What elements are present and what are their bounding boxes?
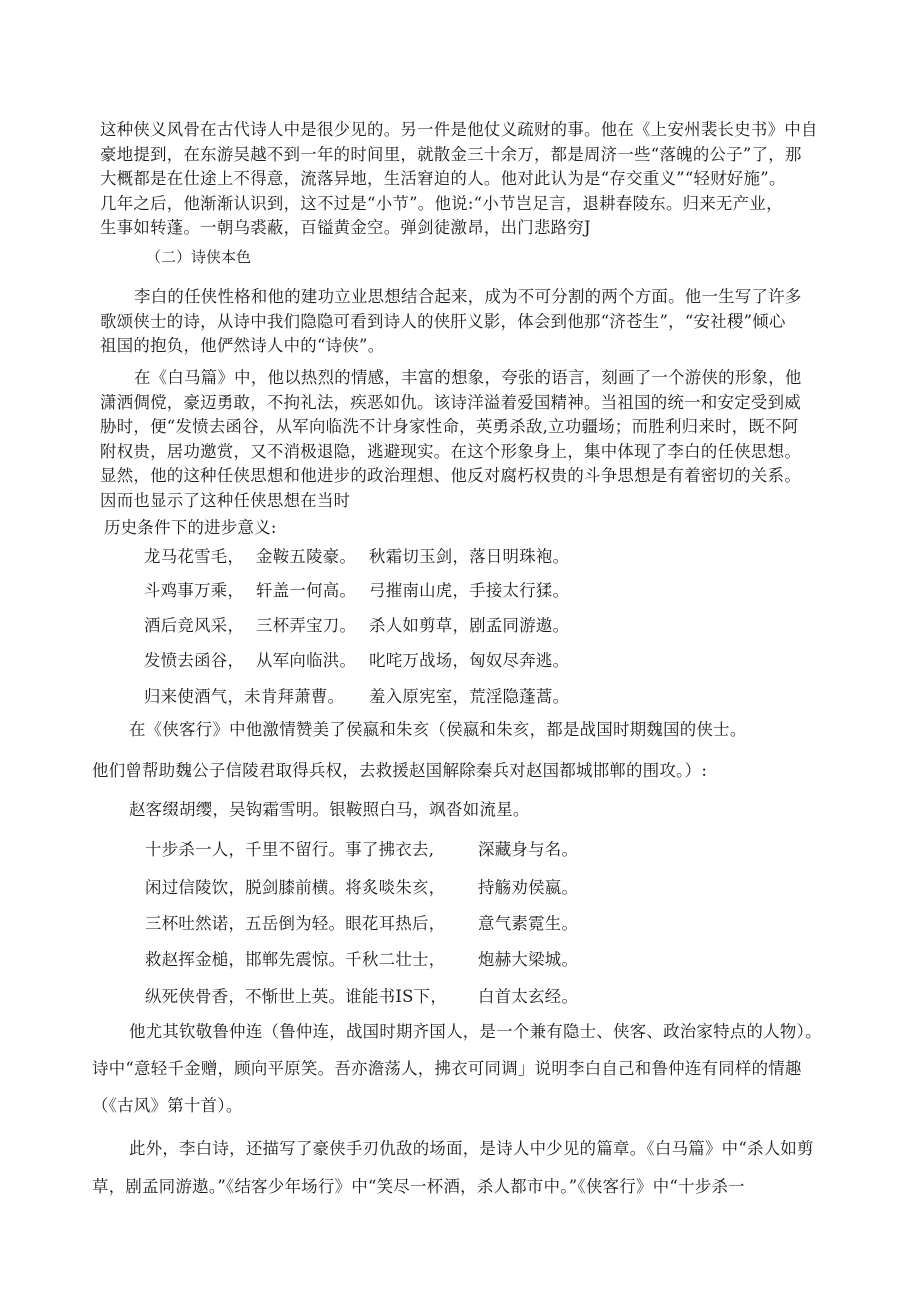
- text-line: （《古风》第十首）。: [92, 1096, 243, 1115]
- verse-part-b: 金鞍五陵豪。: [256, 547, 357, 566]
- text-line: 潇洒倜傥，豪迈勇敢，不拘礼法，疾恶如仇。该诗洋溢着爱国精神。当祖国的统一和安定受到威: [100, 392, 802, 412]
- text-line: 歌颂侠士的诗，从诗中我们隐隐可看到诗人的侠肝义影，体会到他那“济苍生”，“安社稷”倾心: [100, 311, 786, 331]
- text-line: 大概都是在仕途上不得意，流落异地，生活窘迫的人。他对此认为是“存交重义”“轻财好施”。: [100, 169, 786, 188]
- text-line: 豪地提到，在东游吴越不到一年的时间里，就散金三十余万，都是周济一些“落魄的公子”了，那: [100, 144, 802, 164]
- verse-part-b: 白首太玄经。: [478, 987, 579, 1006]
- verse-part-c: 羞入原宪室，荒淫隐蓬蒿。: [369, 687, 570, 706]
- verse-part-b: 意气素霓生。: [478, 914, 579, 933]
- text-line: 在《白马篇》中，他以热烈的情感，丰富的想象，夸张的语言，刻画了一个游侠的形象，他: [134, 368, 802, 387]
- text-line: 他们曾帮助魏公子信陵君取得兵权，去救援赵国解除秦兵对赵国都城邯郸的围攻。）:: [92, 761, 708, 780]
- text-line: 胁时，便“发愤去函谷，从军向临洗不计身家性命，英勇杀敌,立功疆场；而胜利归来时，既不阿: [100, 417, 799, 436]
- verse-part-a: 归来使酒气，未肯拜萧曹。: [144, 687, 345, 706]
- verse-part-b: 从军向临洪。: [256, 651, 357, 670]
- text-line: 生事如转蓬。一朝乌裘蔽，百镒黄金空。弹剑徒激昂，出门悲路穷J: [100, 218, 591, 237]
- paragraph-3: [100, 366, 822, 513]
- text-line: 附权贵，居功邀赏，又不消极退隐，逃避现实。在这个形象身上，集中体现了李白的任侠思想。: [100, 441, 802, 461]
- paragraph-2: [100, 285, 822, 359]
- verse-part-a: 救赵挥金槌，邯郸先震惊。千秋二壮士，: [145, 950, 446, 969]
- verse-part-c: 弓摧南山虎，手接太行猱。: [369, 581, 570, 600]
- verse-part-a: 斗鸡事万乘，: [144, 581, 245, 600]
- verse-part-c: 叱咤万战场，匈奴尽奔逃。: [369, 651, 570, 670]
- paragraph-1: [100, 118, 822, 241]
- section-heading: （二）诗侠本色: [146, 248, 252, 266]
- text-line: 李白的任侠性格和他的建功立业思想结合起来，成为不可分割的两个方面。他一生写了许多: [134, 287, 802, 306]
- verse-part-a: 纵死侠骨香，不惭世上英。谁能书IS下，: [145, 987, 448, 1006]
- text-line: 在《侠客行》中他激情赞美了侯嬴和朱亥（侯嬴和朱亥，都是战国时期魏国的侠士。: [129, 720, 747, 739]
- text-line: 因而也显示了这种任侠思想在当时: [100, 490, 351, 510]
- verse-part-a: 发愤去函谷，: [144, 651, 245, 670]
- verse-part-a: 龙马花雪毛，: [144, 547, 245, 566]
- verse-part-a: 三杯吐然诺，五岳倒为轻。眼花耳热后，: [145, 914, 446, 933]
- text-line: 祖国的抱负，他俨然诗人中的“诗侠”。: [100, 336, 385, 355]
- text-line: 此外，李白诗，还描写了豪侠手刃仇敌的场面，是诗人中少见的篇章。《白马篇》中“杀人如剪: [129, 1139, 814, 1158]
- verse-part-b: 深藏身与名。: [478, 840, 579, 859]
- verse-part-b: 三杯弄宝刀。: [256, 616, 357, 635]
- verse-part-a: 十步杀一人，千里不留行。事了拂衣去,: [145, 840, 435, 859]
- verse-part-b: 炮赫大梁城。: [478, 950, 579, 969]
- verse-part-a: 闲过信陵饮，脱剑膝前横。将炙啖朱亥，: [145, 878, 446, 897]
- poem-intro-line: 赵客缀胡缨，吴钩霜雪明。银鞍照白马，飒沓如流星。: [129, 800, 530, 819]
- verse-part-b: 持觞劝侯嬴。: [478, 878, 579, 897]
- text-line: 他尤其钦敬鲁仲连（鲁仲连，战国时期齐国人，是一个兼有隐士、侠客、政治家特点的人物）。: [129, 1022, 822, 1041]
- text-line: 几年之后，他渐渐认识到，这不过是“小节”。他说:“小节岂足言，退耕春陵东。归来无产业，: [100, 193, 783, 213]
- verse-part-c: 秋霜切玉剑，落日明珠袍。: [369, 547, 570, 566]
- verse-part-c: 杀人如剪草，剧孟同游遨。: [369, 616, 570, 635]
- text-line: 显然，他的这种任侠思想和他进步的政治理想、他反对腐朽权贵的斗争思想是有着密切的关系。: [100, 466, 802, 485]
- verse-part-a: 酒后竞风采，: [144, 616, 245, 635]
- text-line: 这种侠义风骨在古代诗人中是很少见的。另一件是他仗义疏财的事。他在《上安州裴长史书》中自: [100, 120, 818, 139]
- text-line: 草，剧孟同游遨。”《结客少年场行》中“笑尽一杯酒，杀人都市中。”《侠客行》中“十步杀一: [92, 1177, 745, 1196]
- verse-part-b: 轩盖一何高。: [256, 581, 357, 600]
- text-line: 诗中“意轻千金赠，顾向平原笑。吾亦澹荡人，拂衣可同调」说明李白自己和鲁仲连有同样的情趣: [92, 1059, 802, 1078]
- text-line: 历史条件下的进步意义:: [104, 518, 277, 537]
